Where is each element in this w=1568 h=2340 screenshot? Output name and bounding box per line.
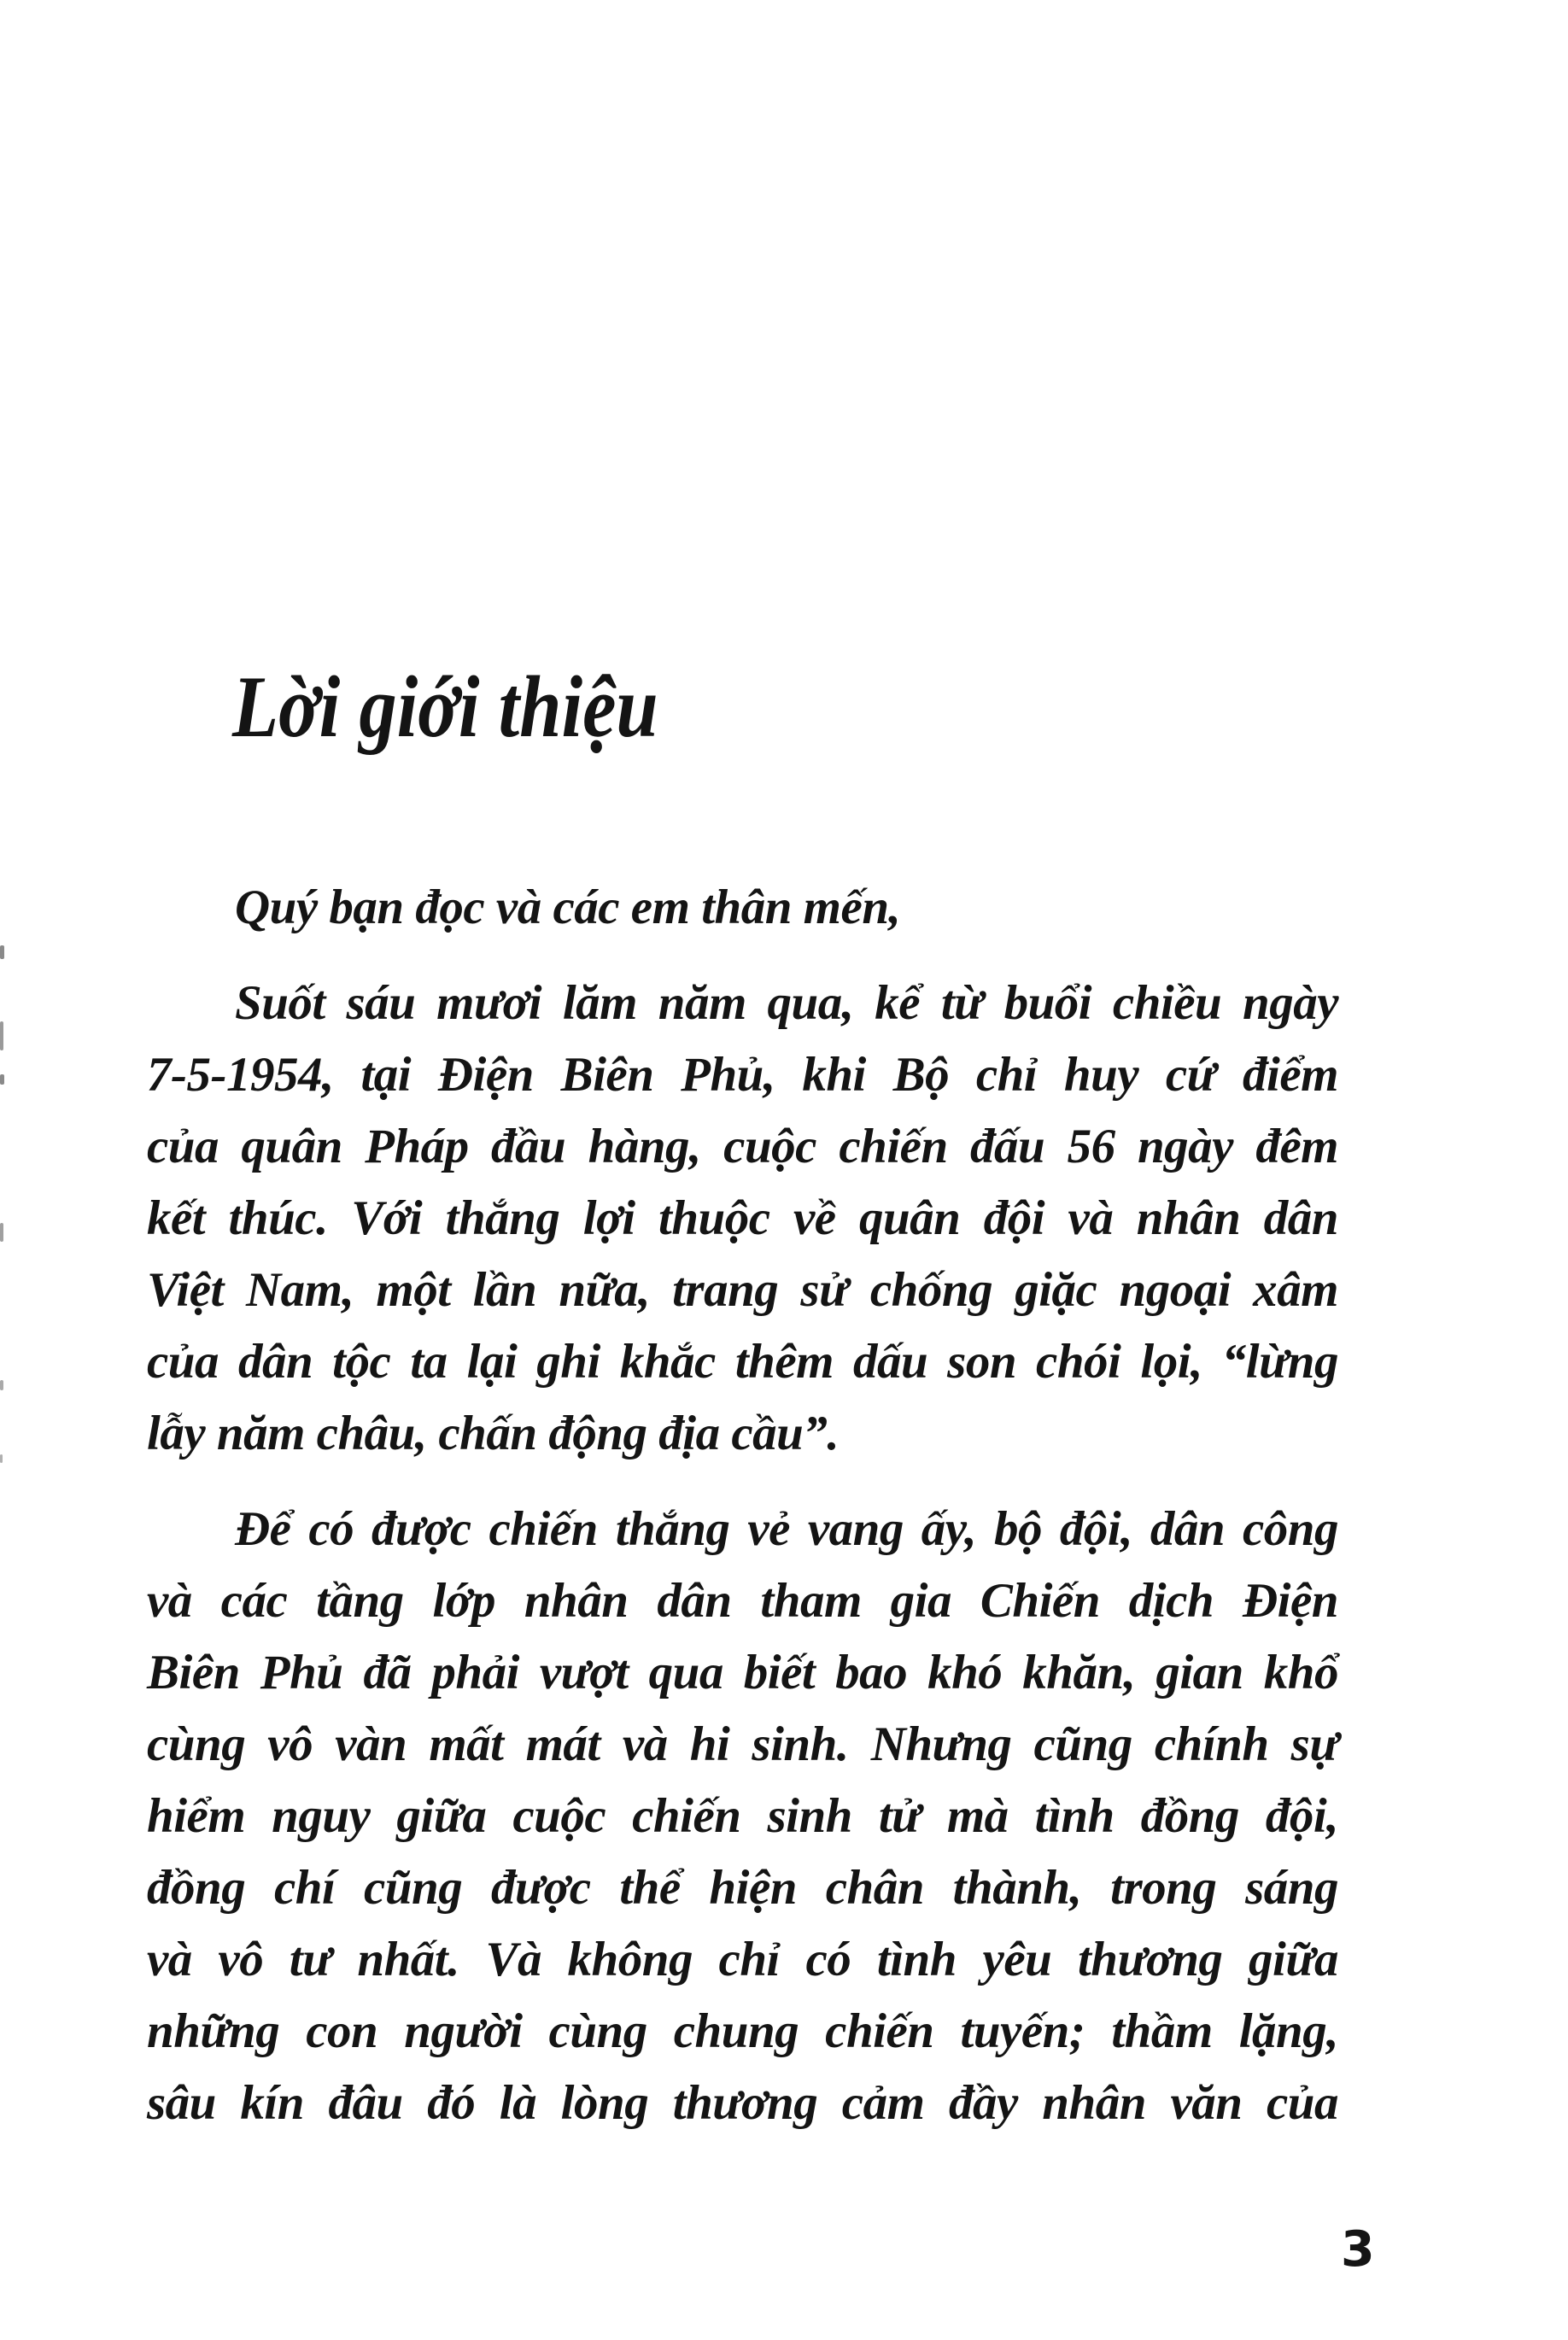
scan-artifact (0, 1021, 3, 1050)
text-line: cùng vô vàn mất mát và hi sinh. Nhưng cũng chính sự (147, 1717, 1338, 1771)
paragraph (147, 1494, 1338, 2139)
paragraph (147, 872, 1338, 944)
text-line: những con người cùng chung chiến tuyến; thầm lặng, (147, 2004, 1338, 2058)
paragraph (147, 968, 1338, 1470)
text-line: Suốt sáu mươi lăm năm qua, kể từ buổi chiều ngày (235, 976, 1338, 1030)
text-line: và các tầng lớp nhân dân tham gia Chiến dịch Điện (147, 1574, 1338, 1628)
scan-artifact (0, 1454, 3, 1463)
text-line: lẫy năm châu, chấn động địa cầu”. (147, 1407, 840, 1460)
text-line: và vô tư nhất. Và không chỉ có tình yêu thương giữa (147, 1933, 1338, 1986)
text-line: sâu kín đâu đó là lòng thương cảm đầy nhân văn của (147, 2076, 1338, 2130)
text-line: Quý bạn đọc và các em thân mến, (235, 880, 901, 934)
text-line: kết thúc. Với thắng lợi thuộc về quân đội và nhân dân (147, 1191, 1338, 1245)
text-line: hiểm nguy giữa cuộc chiến sinh tử mà tình đồng đội, (147, 1789, 1338, 1843)
text-line: của quân Pháp đầu hàng, cuộc chiến đấu 56 ngày đêm (147, 1120, 1338, 1173)
chapter-title: Lời giới thiệu (232, 658, 658, 756)
text-line: Để có được chiến thắng vẻ vang ấy, bộ đội, dân công (235, 1502, 1338, 1556)
scan-artifact (0, 1380, 3, 1390)
scan-artifact (0, 1223, 3, 1242)
text-line: đồng chí cũng được thể hiện chân thành, trong sáng (147, 1861, 1338, 1915)
scan-artifact (0, 1074, 4, 1085)
text-line: Biên Phủ đã phải vượt qua biết bao khó khăn, gian khổ (147, 1646, 1338, 1699)
text-line: 7-5-1954, tại Điện Biên Phủ, khi Bộ chỉ huy cứ điểm (147, 1048, 1338, 1102)
page-number: 3 (1341, 2221, 1375, 2278)
text-line: của dân tộc ta lại ghi khắc thêm dấu son chói lọi, “lừng (147, 1335, 1338, 1389)
body-paragraphs (147, 872, 1338, 2139)
scan-artifact (0, 945, 4, 959)
text-line: Việt Nam, một lần nữa, trang sử chống giặc ngoại xâm (147, 1263, 1338, 1317)
